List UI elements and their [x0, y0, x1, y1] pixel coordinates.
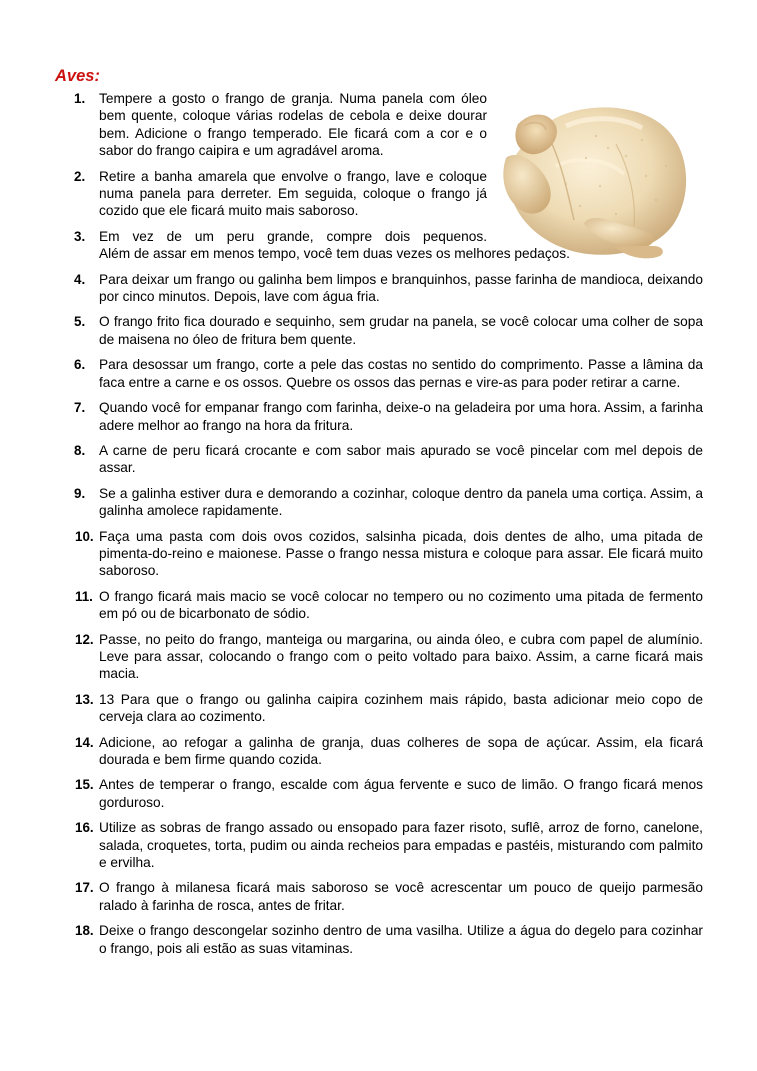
item-number: 18. [75, 923, 94, 939]
list-item [74, 399, 703, 434]
item-number: 10. [75, 528, 94, 544]
list-item [75, 776, 703, 811]
section-title: Aves: [55, 67, 100, 85]
item-text: Quando você for empanar frango com farinha, deixe-o na geladeira por uma hora. Assim, a farinha adere melhor ao frango na hora da fritura. [99, 400, 703, 433]
list-item [75, 588, 703, 623]
item-number: 7. [74, 400, 86, 416]
list-item [75, 879, 703, 914]
list-item [75, 819, 703, 871]
item-text: A carne de peru ficará crocante e com sabor mais apurado se você pincelar com mel depois de assar. [99, 442, 703, 476]
item-text: O frango ficará mais macio se você colocar no tempero ou no cozimento uma pitada de fermento em pó ou de bicarbonato de sódio. [99, 588, 703, 622]
item-text: Adicione, ao refogar a galinha de granja, duas colheres de sopa de açúcar. Assim, ela ficará dourada e bem firme quando cozida. [99, 734, 703, 767]
item-text: Se a galinha estiver dura e demorando a cozinhar, coloque dentro da panela uma cortiça. Assim, a galinha amolece rapidamente. [99, 485, 703, 519]
item-text: Utilize as sobras de frango assado ou ensopado para fazer risoto, suflê, arroz de forno, canelone, salada, croquetes, torta, pudim ou ainda recheios para empadas e pastéis, misturando com palmito e ervilha. [99, 820, 703, 871]
tips-list [0, 90, 757, 963]
item-number: 8. [74, 442, 86, 458]
item-number: 16. [75, 820, 94, 836]
item-number: 6. [74, 357, 86, 373]
item-number: 9. [74, 485, 86, 501]
item-text: Deixe o frango descongelar sozinho dentro de uma vasilha. Utilize a água do degelo para cozinhar o frango, pois ali estão as suas vitaminas. [99, 923, 703, 956]
item-number: 11. [75, 588, 93, 604]
list-item [74, 90, 487, 160]
list-item [75, 734, 703, 769]
item-text-line2: Além de assar em menos tempo, você tem duas vezes os melhores pedaços. [99, 246, 570, 262]
item-text: Tempere a gosto o frango de granja. Numa panela com óleo bem quente, coloque várias rodelas de cebola e deixe dourar bem. Adicione o frango temperado. Ele ficará com a cor e o sabor do frango caipira e um agradável aroma. [99, 91, 487, 159]
item-text: O frango à milanesa ficará mais saboroso se você acrescentar um pouco de queijo parmesão ralado à farinha de rosca, antes de fritar. [99, 880, 703, 913]
list-item [74, 271, 703, 306]
item-number: 3. [74, 228, 86, 244]
list-item [75, 691, 703, 726]
item-number: 1. [74, 91, 86, 106]
item-text: 13 Para que o frango ou galinha caipira cozinhem mais rápido, basta adicionar meio copo de cerveja clara ao cozimento. [99, 691, 703, 725]
list-item [74, 442, 703, 477]
item-text: Retire a banha amarela que envolve o frango, lave e coloque numa panela para derreter. Em seguida, coloque o frango já cozido que ele ficará muito mais saboroso. [99, 168, 487, 219]
item-number: 17. [75, 880, 94, 896]
item-text: O frango frito fica dourado e sequinho, sem grudar na panela, se você colocar uma colher de sopa de maisena no óleo de fritura bem quente. [99, 314, 703, 347]
item-text: Passe, no peito do frango, manteiga ou margarina, ou ainda óleo, e cubra com papel de alumínio. Leve para assar, colocando o frango com o peito voltado para baixo. Assim, a carne ficará mais macia. [99, 631, 703, 682]
item-text-line1: Em vez de um peru grande, compre dois pequenos. [99, 228, 487, 244]
list-item [74, 485, 703, 520]
list-item [75, 528, 703, 580]
item-number: 4. [74, 271, 86, 287]
item-text: Antes de temperar o frango, escalde com água fervente e suco de limão. O frango ficará menos gorduroso. [99, 777, 703, 810]
item-number: 15. [75, 777, 94, 793]
list-item [74, 168, 487, 220]
item-number: 12. [75, 631, 94, 647]
list-item [74, 356, 703, 391]
item-text: Para desossar um frango, corte a pele das costas no sentido do comprimento. Passe a lâmina da faca entre a carne e os ossos. Quebre os ossos das pernas e vire-as para poder retirar a carne. [99, 357, 703, 390]
list-item [75, 922, 703, 957]
list-item [74, 313, 703, 348]
list-item [75, 631, 703, 683]
item-text: Faça uma pasta com dois ovos cozidos, salsinha picada, dois dentes de alho, uma pitada de pimenta-do-reino e maionese. Passe o frango nessa mistura e coloque para assar. Ele ficará muito saboroso. [99, 528, 703, 579]
item-number: 5. [74, 314, 86, 330]
item-number: 13. [75, 691, 94, 707]
item-text: Para deixar um frango ou galinha bem limpos e branquinhos, passe farinha de mandioca, deixando por cinco minutos. Depois, lave com água fria. [99, 271, 703, 305]
item-number: 14. [75, 734, 94, 750]
item-number: 2. [74, 168, 86, 184]
list-item [74, 228, 703, 263]
